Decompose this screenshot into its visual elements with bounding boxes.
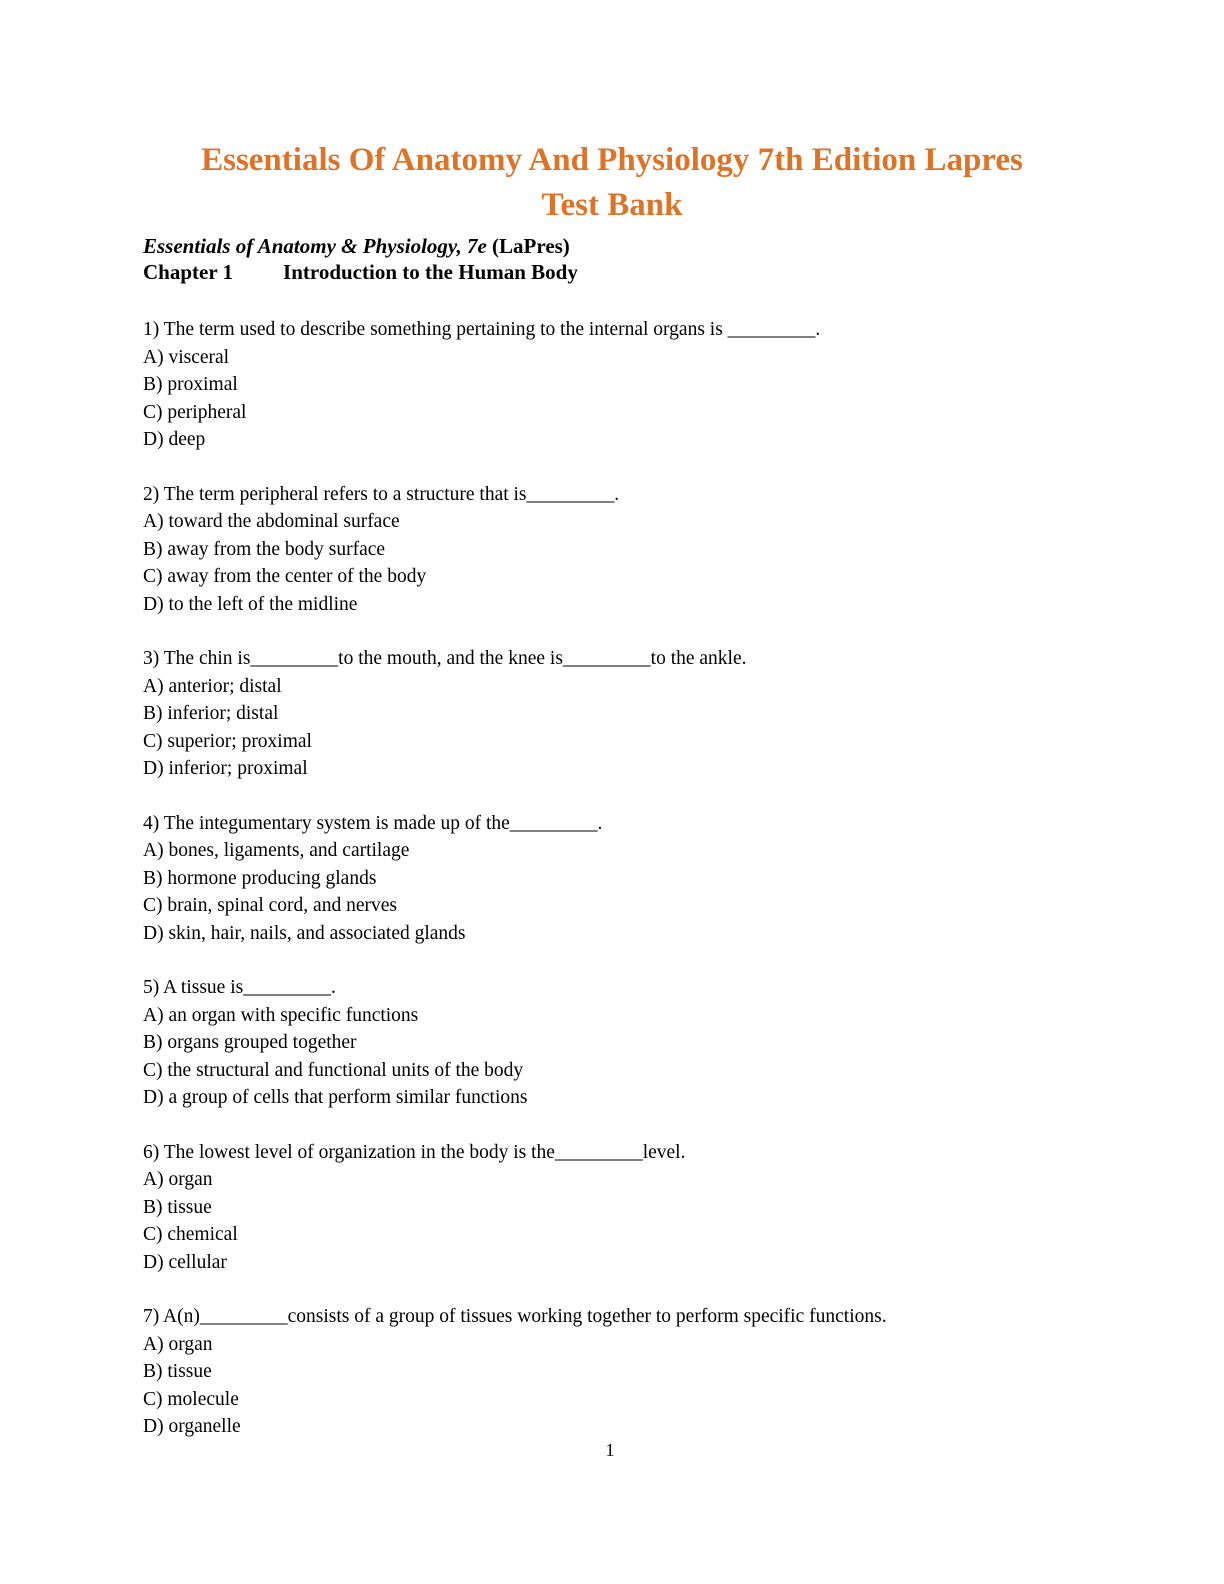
- page-number: 1: [605, 1440, 615, 1460]
- document-body: [143, 233, 1164, 1441]
- question-block: [143, 810, 1164, 948]
- question-block: [143, 1303, 1164, 1441]
- answer-option: C) peripheral: [143, 401, 247, 423]
- answer-option: A) visceral: [143, 346, 230, 368]
- answer-option: A) an organ with specific functions: [143, 1004, 419, 1026]
- answer-option: C) molecule: [143, 1388, 239, 1410]
- answer-option: D) skin, hair, nails, and associated glands: [143, 922, 466, 944]
- answer-option: B) tissue: [143, 1361, 212, 1382]
- answer-option: D) inferior; proximal: [143, 758, 308, 779]
- book-title-line: [143, 233, 1164, 259]
- answer-option: C) chemical: [143, 1224, 238, 1245]
- answer-option: D) a group of cells that perform similar functions: [143, 1087, 528, 1108]
- question-block: [143, 481, 1164, 619]
- answer-option: D) to the left of the midline: [143, 593, 358, 615]
- answer-option: B) hormone producing glands: [143, 867, 377, 889]
- answer-option: B) organs grouped together: [143, 1032, 357, 1053]
- answer-option: D) deep: [143, 429, 206, 450]
- document-title: [0, 0, 1224, 228]
- book-title: Essentials of Anatomy & Physiology, 7e: [143, 234, 487, 258]
- answer-option: C) brain, spinal cord, and nerves: [143, 895, 397, 916]
- question-block: [143, 1139, 1164, 1277]
- answer-option: C) away from the center of the body: [143, 566, 427, 587]
- question-text: 7) A(n)_________consists of a group of tissues working together to perform specific functions.: [143, 1306, 887, 1327]
- answer-option: D) cellular: [143, 1251, 227, 1273]
- question-text: 1) The term used to describe something pertaining to the internal organs is _________.: [143, 319, 821, 340]
- answer-option: C) the structural and functional units of the body: [143, 1059, 524, 1081]
- answer-option: A) organ: [143, 1333, 213, 1355]
- answer-option: D) organelle: [143, 1416, 241, 1437]
- question-block: [143, 316, 1164, 454]
- question-text: 3) The chin is_________to the mouth, and the knee is_________to the ankle.: [143, 648, 747, 669]
- question-text: 5) A tissue is_________.: [143, 977, 336, 998]
- question-text: 2) The term peripheral refers to a structure that is_________.: [143, 483, 620, 505]
- answer-option: B) proximal: [143, 374, 238, 395]
- chapter-label: Chapter 1: [143, 260, 234, 284]
- answer-option: A) bones, ligaments, and cartilage: [143, 840, 410, 861]
- question-text: 4) The integumentary system is made up of the_________.: [143, 812, 603, 834]
- answer-option: A) toward the abdominal surface: [143, 511, 400, 532]
- book-author: (LaPres): [486, 234, 570, 258]
- chapter-heading: [143, 259, 1164, 285]
- answer-option: B) away from the body surface: [143, 538, 386, 560]
- question-block: [143, 645, 1164, 783]
- question-text: 6) The lowest level of organization in the body is the_________level.: [143, 1141, 686, 1163]
- chapter-title: Introduction to the Human Body: [283, 260, 578, 284]
- answer-option: C) superior; proximal: [143, 730, 312, 752]
- answer-option: A) organ: [143, 1169, 213, 1190]
- answer-option: B) tissue: [143, 1196, 212, 1218]
- document-title-line2: Test Bank: [541, 187, 683, 223]
- document-title-line1: Essentials Of Anatomy And Physiology 7th Edition Lapres: [201, 142, 1023, 178]
- answer-option: A) anterior; distal: [143, 675, 282, 697]
- question-block: [143, 974, 1164, 1112]
- answer-option: B) inferior; distal: [143, 703, 279, 724]
